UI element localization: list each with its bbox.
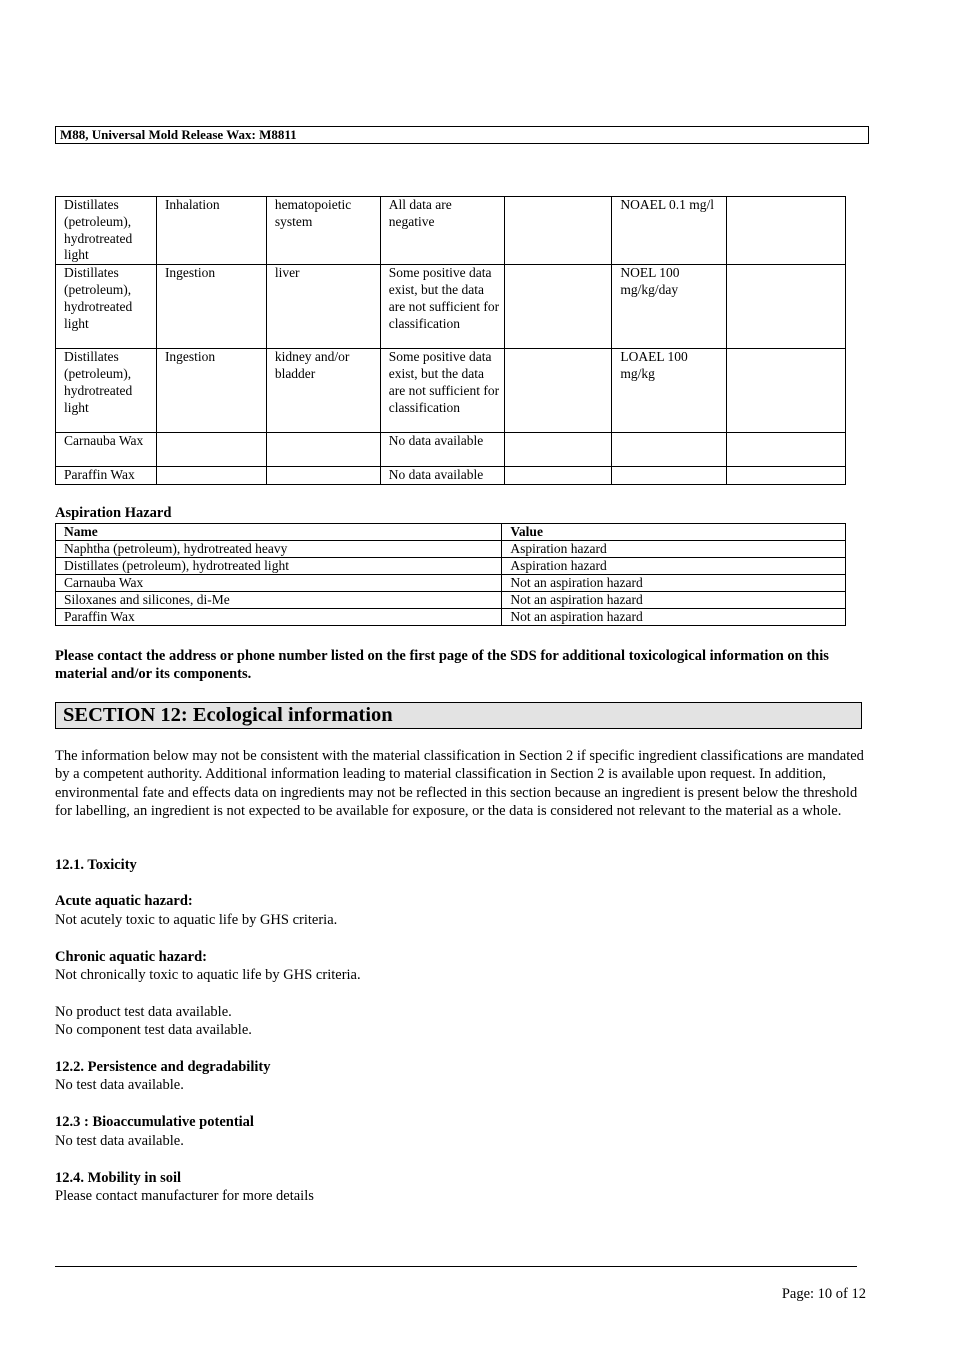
exposure-route: Ingestion — [156, 265, 266, 349]
component-test-text: No component test data available. — [55, 1022, 252, 1038]
aspiration-hazard-title: Aspiration Hazard — [55, 505, 172, 521]
ingredient-name: Naphtha (petroleum), hydrotreated heavy — [56, 541, 502, 558]
product-test-text: No product test data available. — [55, 1004, 232, 1020]
table-row — [56, 558, 846, 575]
table-row — [56, 592, 846, 609]
aspiration-value: Not an aspiration hazard — [502, 609, 846, 626]
acute-hazard-heading: Acute aquatic hazard: — [55, 893, 193, 909]
target-organ: kidney and/or bladder — [266, 349, 380, 433]
tox-value: Some positive data exist, but the data are not sufficient for classification — [380, 349, 504, 433]
species — [504, 349, 612, 433]
table-row — [56, 433, 846, 467]
exposure-duration — [727, 433, 846, 467]
target-organ: liver — [266, 265, 380, 349]
chronic-hazard-text: Not chronically toxic to aquatic life by GHS criteria. — [55, 967, 361, 983]
mobility-heading: 12.4. Mobility in soil — [55, 1170, 182, 1186]
persistence-text: No test data available. — [55, 1077, 184, 1093]
table-row — [56, 541, 846, 558]
tox-value: All data are negative — [380, 197, 504, 265]
column-header-name: Name — [56, 524, 502, 541]
footer-divider — [55, 1266, 857, 1267]
substance-name: Carnauba Wax — [56, 433, 157, 467]
ingredient-name: Paraffin Wax — [56, 609, 502, 626]
test-result: LOAEL 100 mg/kg — [612, 349, 727, 433]
page-number: Page: 10 of 12 — [781, 1286, 866, 1302]
chronic-hazard-heading: Chronic aquatic hazard: — [55, 949, 207, 965]
substance-name: Distillates (petroleum), hydrotreated light — [56, 197, 157, 265]
aspiration-value: Not an aspiration hazard — [502, 575, 846, 592]
exposure-duration — [727, 349, 846, 433]
aspiration-value: Aspiration hazard — [502, 541, 846, 558]
table-row — [56, 467, 846, 485]
exposure-route: Inhalation — [156, 197, 266, 265]
persistence-heading: 12.2. Persistence and degradability — [55, 1059, 271, 1075]
test-result: NOAEL 0.1 mg/l — [612, 197, 727, 265]
section-12-title: SECTION 12: Ecological information — [55, 702, 862, 729]
test-result — [612, 467, 727, 485]
aspiration-hazard-table — [55, 523, 846, 626]
tox-value: No data available — [380, 467, 504, 485]
test-result — [612, 433, 727, 467]
table-row — [56, 609, 846, 626]
acute-hazard-text: Not acutely toxic to aquatic life by GHS criteria. — [55, 912, 338, 928]
ingredient-name: Distillates (petroleum), hydrotreated light — [56, 558, 502, 575]
species — [504, 467, 612, 485]
table-row — [56, 349, 846, 433]
aspiration-value: Not an aspiration hazard — [502, 592, 846, 609]
table-header-row — [56, 524, 846, 541]
mobility-text: Please contact manufacturer for more details — [55, 1188, 314, 1204]
exposure-route: Ingestion — [156, 349, 266, 433]
exposure-duration — [727, 265, 846, 349]
exposure-duration — [727, 197, 846, 265]
contact-note: Please contact the address or phone number listed on the first page of the SDS for additional toxicological information on this material and/or its components. — [55, 648, 829, 682]
table-row — [56, 197, 846, 265]
species — [504, 197, 612, 265]
toxicity-heading: 12.1. Toxicity — [55, 857, 137, 873]
substance-name: Distillates (petroleum), hydrotreated light — [56, 349, 157, 433]
target-organ: hematopoietic system — [266, 197, 380, 265]
exposure-duration — [727, 467, 846, 485]
substance-name: Paraffin Wax — [56, 467, 157, 485]
target-organ — [266, 467, 380, 485]
ingredient-name: Carnauba Wax — [56, 575, 502, 592]
test-result: NOEL 100 mg/kg/day — [612, 265, 727, 349]
table-row — [56, 265, 846, 349]
document-header: M88, Universal Mold Release Wax: M8811 — [55, 126, 869, 144]
bioaccumulative-heading: 12.3 : Bioaccumulative potential — [55, 1114, 254, 1130]
tox-value: Some positive data exist, but the data are not sufficient for classification — [380, 265, 504, 349]
exposure-route — [156, 433, 266, 467]
exposure-route — [156, 467, 266, 485]
column-header-value: Value — [502, 524, 846, 541]
bioaccumulative-text: No test data available. — [55, 1133, 184, 1149]
target-organ — [266, 433, 380, 467]
species — [504, 433, 612, 467]
tox-value: No data available — [380, 433, 504, 467]
substance-name: Distillates (petroleum), hydrotreated light — [56, 265, 157, 349]
ingredient-name: Siloxanes and silicones, di-Me — [56, 592, 502, 609]
section-12-intro: The information below may not be consistent with the material classification in Section 2 if specific ingredient classifications are mandated by a competent authority. Additional information leading to material classification in Section 2 is available upon request. In addition, environmental fate and effects data on ingredients may not be reflected in this section because an ingredient is present below the threshold for labelling, an ingredient is not expected to be available for exposure, or the data is considered not relevant to the material as a whole. — [55, 748, 864, 820]
toxicity-table — [55, 196, 846, 485]
table-row — [56, 575, 846, 592]
aspiration-value: Aspiration hazard — [502, 558, 846, 575]
species — [504, 265, 612, 349]
